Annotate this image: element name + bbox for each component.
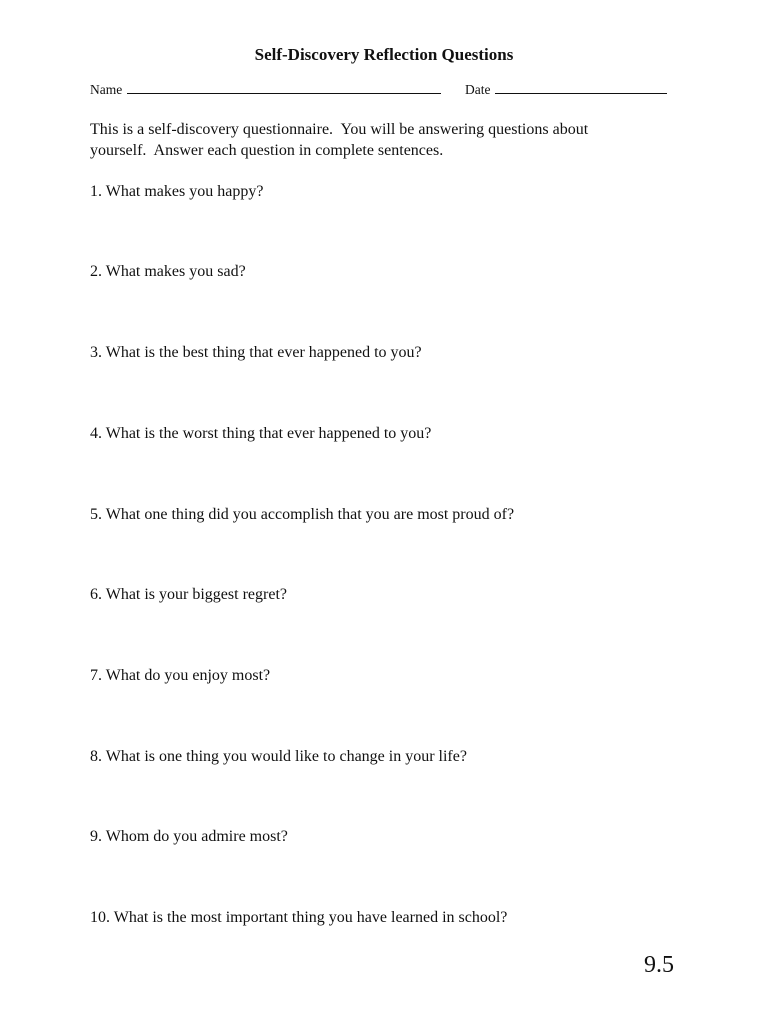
question-1: 1. What makes you happy?: [90, 183, 264, 200]
question-2: 2. What makes you sad?: [90, 263, 246, 280]
date-field: [465, 81, 667, 99]
date-blank-line: [495, 81, 667, 94]
question-7: 7. What do you enjoy most?: [90, 667, 271, 684]
question-3: 3. What is the best thing that ever happened to you?: [90, 344, 422, 361]
name-label: Name: [90, 82, 123, 97]
name-field: [90, 81, 441, 99]
page-number: 9.5: [644, 952, 674, 978]
name-blank-line: [127, 81, 441, 94]
question-10: 10. What is the most important thing you have learned in school?: [90, 909, 508, 926]
question-5: 5. What one thing did you accomplish that you are most proud of?: [90, 506, 515, 523]
instructions-line-1: This is a self-discovery questionnaire. You will be answering questions about: [90, 121, 589, 138]
question-9: 9. Whom do you admire most?: [90, 828, 288, 845]
question-6: 6. What is your biggest regret?: [90, 586, 287, 603]
instructions-line-2: yourself. Answer each question in complete sentences.: [90, 142, 444, 159]
date-label: Date: [465, 82, 491, 97]
page-title: Self-Discovery Reflection Questions: [254, 45, 514, 64]
instructions: [90, 119, 690, 161]
question-4: 4. What is the worst thing that ever happened to you?: [90, 425, 432, 442]
question-8: 8. What is one thing you would like to change in your life?: [90, 748, 467, 765]
